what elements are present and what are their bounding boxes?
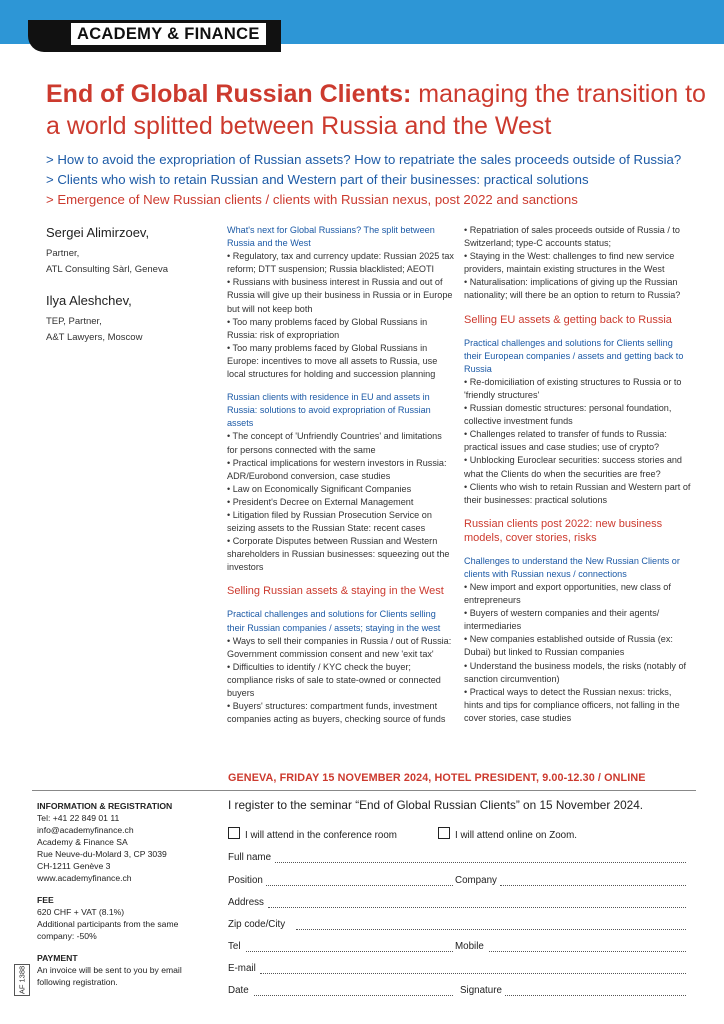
section-heading: Selling EU assets & getting back to Russia	[464, 313, 672, 326]
info-heading: INFORMATION & REGISTRATION	[37, 801, 173, 811]
speaker-title: Partner,	[46, 248, 80, 259]
bullet: • Buyers' structures: compartment funds, investment companies acting as buyers, checking source of funds	[227, 701, 446, 725]
date-field[interactable]	[254, 995, 453, 996]
payment-line: An invoice will be sent to you by email following registration.	[37, 965, 182, 987]
program-column-1	[227, 224, 454, 726]
bullet: • The concept of 'Unfriendly Countries' and limitations for persons connected with the same	[227, 431, 442, 455]
info-line: CH-1211 Genève 3	[37, 861, 111, 871]
bullet: • Staying in the West: challenges to find new service providers, maintain existing structures in the West	[464, 251, 675, 275]
address-field[interactable]	[268, 907, 686, 908]
speaker-firm: A&T Lawyers, Moscow	[46, 332, 143, 343]
divider	[32, 790, 696, 791]
bullet: • President's Decree on External Management	[227, 496, 414, 507]
bullet: • Practical implications for western investors in Russia: ADR/Eurobond conversion, case studies	[227, 457, 447, 481]
company-field[interactable]	[500, 885, 686, 886]
bullet: • Unblocking Euroclear securities: success stories and what the Clients do when the securities are free?	[464, 455, 682, 479]
key-point: > Emergence of New Russian clients / clients with Russian nexus, post 2022 and sanctions	[46, 192, 578, 207]
mobile-label: Mobile	[455, 941, 484, 952]
zip-city-label: Zip code/City	[228, 919, 286, 930]
section-heading: Russian clients post 2022: new business models, cover stories, risks	[464, 517, 663, 544]
speaker-name: Ilya Aleshchev,	[46, 293, 132, 308]
subheading: Challenges to understand the New Russian Clients or clients with Russian nexus / connections	[464, 555, 680, 579]
tel-field[interactable]	[246, 951, 453, 952]
fee-line: 620 CHF + VAT (8.1%)	[37, 907, 125, 917]
email-label: E-mail	[228, 963, 256, 974]
speaker-name: Sergei Alimirzoev,	[46, 225, 150, 240]
bullet: • Too many problems faced by Global Russians in Russia: risk of expropriation	[227, 316, 428, 340]
zip-city-field[interactable]	[296, 929, 686, 930]
page-title	[46, 78, 706, 142]
key-points	[46, 150, 706, 210]
bullet: • Repatriation of sales proceeds outside of Russia / to Switzerland; type-C accounts status;	[464, 225, 680, 249]
bullet: • Challenges related to transfer of funds to Russia: practical issues and case studies; use of crypto?	[464, 429, 667, 453]
bullet: • Too many problems faced by Global Russians in Europe: incentives to move all assets to Russia, use local structures for holding and succession planning	[227, 342, 438, 380]
bullet: • New companies established outside of Russia (ex: Dubai) but linked to Russian companies	[464, 634, 673, 658]
bullet: • Clients who wish to retain Russian and Western part of their businesses: practical solutions	[464, 481, 691, 505]
title-rest: managing the transition to a world splitted between Russia and the West	[46, 80, 706, 140]
bullet: • Russian domestic structures: personal foundation, collective investment funds	[464, 403, 672, 427]
full-name-field[interactable]	[275, 862, 686, 863]
bullet: • New import and export opportunities, new class of entrepreneurs	[464, 581, 671, 606]
bullet: • Ways to sell their companies in Russia / out of Russia: Government commission consent and new 'exit tax'	[227, 635, 452, 659]
bullet: • Understand the business models, the risks (notably of sanction circumvention)	[464, 660, 687, 684]
subheading: Practical challenges and solutions for Clients selling their Russian companies / assets; staying in the west	[227, 609, 441, 633]
tel-label: Tel	[228, 941, 241, 952]
event-details: GENEVA, FRIDAY 15 NOVEMBER 2024, HOTEL PRESIDENT, 9.00-12.30 / ONLINE	[228, 772, 646, 784]
key-point: > How to avoid the expropriation of Russian assets? How to repatriate the sales proceeds outside of Russia?	[46, 152, 682, 167]
subheading: Practical challenges and solutions for Clients selling their European companies / assets and getting back to Russia	[464, 337, 684, 374]
bullet: • Re-domiciliation of existing structures to Russia or to 'friendly structures'	[464, 376, 682, 400]
bullet: • Litigation filed by Russian Prosecution Service on seizing assets to the Russian State: recent cases	[227, 509, 432, 534]
mobile-field[interactable]	[489, 951, 686, 952]
fee-heading: FEE	[37, 895, 54, 905]
program-column-2	[464, 224, 691, 725]
signature-label: Signature	[460, 985, 502, 996]
form-code	[14, 964, 30, 996]
bullet: • Russians with business interest in Russia and out of Russia will give up their business in Russia or in Europe but will not keep both	[227, 277, 453, 314]
speaker-firm: ATL Consulting Sàrl, Geneva	[46, 264, 168, 275]
bullet: • Corporate Disputes between Russian and Western shareholders in Russian businesses: squeezing out the investors	[227, 536, 450, 573]
info-line: Rue Neuve-du-Molard 3, CP 3039	[37, 849, 167, 859]
registration-title: I register to the seminar “End of Global Russian Clients” on 15 November 2024.	[228, 798, 644, 812]
speakers	[46, 224, 216, 346]
speaker-title: TEP, Partner,	[46, 316, 102, 327]
title-bold: End of Global Russian Clients:	[46, 80, 412, 108]
info-panel	[37, 800, 215, 988]
position-field[interactable]	[266, 885, 453, 886]
signature-field[interactable]	[505, 995, 686, 996]
option-label: I will attend in the conference room	[245, 830, 397, 841]
info-line[interactable]: www.academyfinance.ch	[37, 873, 132, 883]
form-code-text: AF 1388	[17, 965, 27, 995]
date-label: Date	[228, 985, 249, 996]
info-line: Academy & Finance SA	[37, 837, 128, 847]
attend-in-room-option[interactable]	[228, 827, 397, 841]
section-heading: Selling Russian assets & staying in the West	[227, 585, 444, 598]
checkbox-icon[interactable]	[438, 827, 450, 839]
bullet: • Practical ways to detect the Russian nexus: tricks, hints and tips for compliance officers, not falling in the cover stories, case studies	[464, 686, 680, 723]
company-label: Company	[455, 875, 497, 886]
bullet: • Naturalisation: implications of giving up the Russian nationality; will there be an option to return to Russia?	[464, 277, 681, 301]
address-label: Address	[228, 897, 264, 908]
brand-logo: ACADEMY & FINANCE	[70, 22, 267, 46]
bullet: • Law on Economically Significant Companies	[227, 483, 412, 494]
email-field[interactable]	[260, 973, 686, 974]
fee-line: Additional participants from the same company: -50%	[37, 919, 179, 941]
info-line[interactable]: info@academyfinance.ch	[37, 825, 134, 835]
position-label: Position	[228, 875, 263, 886]
bullet: • Buyers of western companies and their agents/ intermediaries	[464, 608, 660, 632]
full-name-label: Full name	[228, 852, 272, 863]
key-point: > Clients who wish to retain Russian and Western part of their businesses: practical solutions	[46, 172, 589, 187]
bullet: • Regulatory, tax and currency update: Russian 2025 tax reform; DTT suspension; Russia blacklisted; AEOTI	[227, 251, 454, 275]
option-label: I will attend online on Zoom.	[455, 830, 577, 841]
payment-heading: PAYMENT	[37, 953, 78, 963]
attend-online-option[interactable]	[438, 827, 577, 841]
subheading: What's next for Global Russians? The split between Russia and the West	[227, 225, 435, 249]
bullet: • Difficulties to identify / KYC check the buyer; compliance risks of sale to state-owned or connected buyers	[227, 661, 441, 698]
subheading: Russian clients with residence in EU and assets in Russia: solutions to avoid expropriation of Russian assets	[227, 392, 431, 429]
checkbox-icon[interactable]	[228, 827, 240, 839]
info-line: Tel: +41 22 849 01 11	[37, 813, 120, 823]
